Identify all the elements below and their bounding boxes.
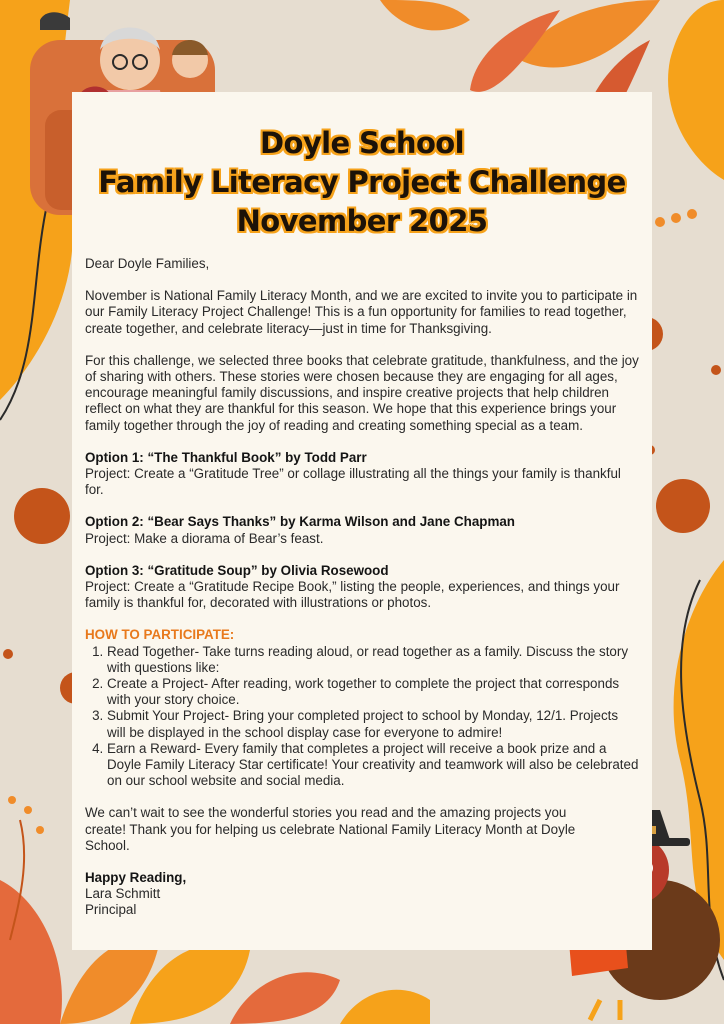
option-2 <box>85 514 640 546</box>
signer-title: Principal <box>85 902 137 918</box>
option-title: Option 1: “The Thankful Book” by Todd Parr <box>85 449 367 465</box>
option-title: Option 3: “Gratitude Soup” by Olivia Rosewood <box>85 562 389 578</box>
letter-body <box>85 256 640 918</box>
list-item: 3. Submit Your Project- Bring your completed project to school by Monday, 12/1. Projects will be displayed in the school display case for everyone to admire! <box>107 708 640 740</box>
option-project: Project: Make a diorama of Bear’s feast. <box>85 530 324 546</box>
signature-block <box>85 870 640 918</box>
signoff: Happy Reading, <box>85 870 187 886</box>
option-project: Project: Create a “Gratitude Recipe Book,” listing the people, experiences, and things your family is thankful for, decorated with illustrations or photos. <box>85 579 620 611</box>
list-item: 2. Create a Project- After reading, work together to complete the project that corresponds with your story choice. <box>107 676 640 708</box>
greeting: Dear Doyle Families, <box>85 256 210 271</box>
title-line-date: November 2025 <box>236 204 488 238</box>
intro-paragraph: November is National Family Literacy Month, and we are excited to invite you to participate in our Family Literacy Project Challenge! This is a fun opportunity for families to read together, create together, and celebrate literacy—just in time for Thanksgiving. <box>85 288 638 336</box>
list-item: 1. Read Together- Take turns reading aloud, or read together as a family. Discuss the story with questions like: <box>107 644 640 676</box>
list-item: 4. Earn a Reward- Every family that completes a project will receive a book prize and a Doyle Family Literacy Star certificate! Your creativity and teamwork will also be celebrated on our school website and social media. <box>107 741 640 790</box>
challenge-paragraph: For this challenge, we selected three books that celebrate gratitude, thankfulness, and the joy of sharing with others. These stories were chosen because they are engaging for all ages, encourage meaningful family discussions, and inspire creative projects that help children reflect on what they are thankful for this season. We hope that this experience brings your family together through the joy of reading and creating something special as a team. <box>85 352 639 433</box>
closing-paragraph: We can’t wait to see the wonderful stories you read and the amazing projects you create! Thank you for helping us celebrate National Family Literacy Month at Doyle School. <box>85 805 576 853</box>
how-to-heading: HOW TO PARTICIPATE: <box>85 627 235 643</box>
option-3 <box>85 563 640 612</box>
title-line-challenge: Family Literacy Project Challenge <box>98 165 626 199</box>
option-project: Project: Create a “Gratitude Tree” or collage illustrating all the things your family is thankful for. <box>85 466 621 498</box>
option-1 <box>85 450 640 499</box>
page-title <box>72 124 652 241</box>
option-title: Option 2: “Bear Says Thanks” by Karma Wilson and Jane Chapman <box>85 514 515 530</box>
title-line-school: Doyle School <box>260 126 464 160</box>
signer-name: Lara Schmitt <box>85 886 161 902</box>
steps-list <box>85 644 640 790</box>
